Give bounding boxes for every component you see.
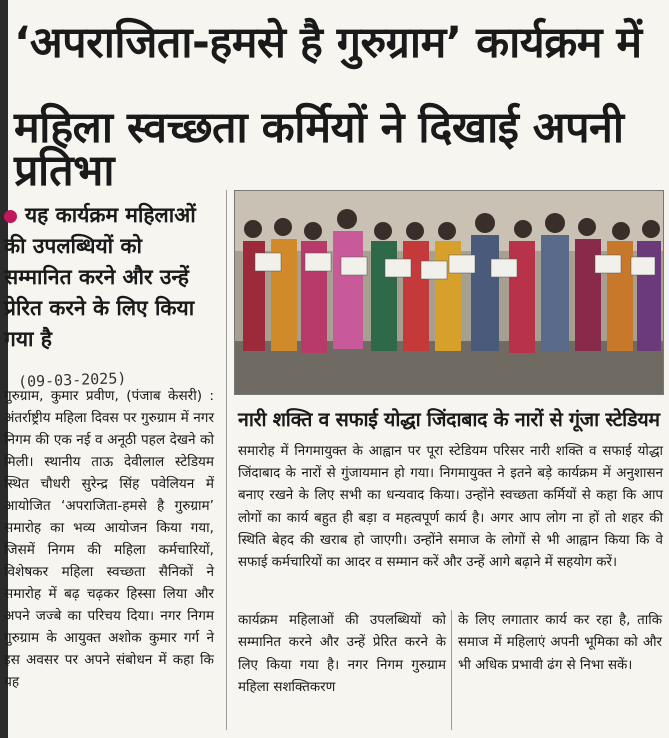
headline-line-1: ‘अपराजिता-हमसे है गुरुग्राम’ कार्यक्रम में	[14, 18, 642, 68]
left-column-text: गुरुग्राम, कुमार प्रवीण, (पंजाब केसरी) : अंतर्राष्ट्रीय महिला दिवस पर गुरुग्राम में नगर निगम की एक नई व अनूठी पहल देखने को मिली। स्थानीय ताऊ देवीलाल स्टेडियम स्थित चौधरी सुरेन्द्र सिंह पवेलियन में आयोजित ‘अपराजिता-हमसे है गुरुग्राम’ समारोह का भव्य आयोजन किया गया, जिसमें निगम की महिला कर्मचारियों, विशेषकर महिला स्वच्छता सैनिकों ने समारोह में बढ़ चढ़कर हिस्सा लिया और अपने जज्बे का परिचय दिया। नगर निगम गुरुग्राम के आयुक्त अशोक कुमार गर्ग ने इस अवसर पर अपने संबोधन में कहा कि यह	[4, 388, 214, 690]
bottom-column-3: के लिए लगातार कार्य कर रहा है, ताकि समाज में महिलाएं अपनी भूमिका को और भी अधिक प्रभावी ढंग से निभा सकें।	[458, 613, 662, 673]
highlight-bullet	[4, 200, 199, 355]
group-photo-illustration	[235, 191, 663, 394]
handwritten-date: (09-03-2025)	[17, 369, 127, 391]
bullet-text: यह कार्यक्रम महिलाओं की उपलब्धियों को सम्मानित करने और उन्हें प्रेरित करने के लिए किया गया है	[4, 203, 196, 351]
column-divider	[451, 610, 452, 730]
subheadline: नारी शक्ति व सफाई योद्धा जिंदाबाद के नारों से गूंजा स्टेडियम	[238, 408, 660, 431]
event-photo	[234, 190, 664, 395]
bullet-dot-icon	[4, 210, 17, 223]
bottom-column-2: कार्यक्रम महिलाओं की उपलब्धियों को सम्मानित करने और उन्हें प्रेरित करने के लिए किया गया है। नगर निगम गुरुग्राम महिला सशक्तिकरण	[238, 613, 446, 696]
column-divider	[226, 190, 227, 730]
sub-paragraph: समारोह में निगमायुक्त के आह्वान पर पूरा स्टेडियम परिसर नारी शक्ति व सफाई योद्धा जिंदाबाद के नारों से गुंजायमान हो गया। निगमायुक्त ने इतने बड़े कार्यक्रम में अनुशासन बनाए रखने के लिए सभी का धन्यवाद किया। उन्होंने स्वच्छता कर्मियों से कहा कि आप लोगों का कार्य बहुत ही बड़ा व महत्वपूर्ण कार्य है। अगर आप लोग ना हों तो शहर की स्थिति बेहद की खराब हो जाएगी। उन्होंने समाज के लोगों से भी आह्वान किया कि वे सफाई कर्मचारियों का आदर व सम्मान करें और उन्हें आगे बढ़ाने में सहयोग करें।	[238, 444, 663, 571]
headline-line-2: महिला स्वच्छता कर्मियों ने दिखाई अपनी प्रतिभा	[14, 103, 624, 196]
